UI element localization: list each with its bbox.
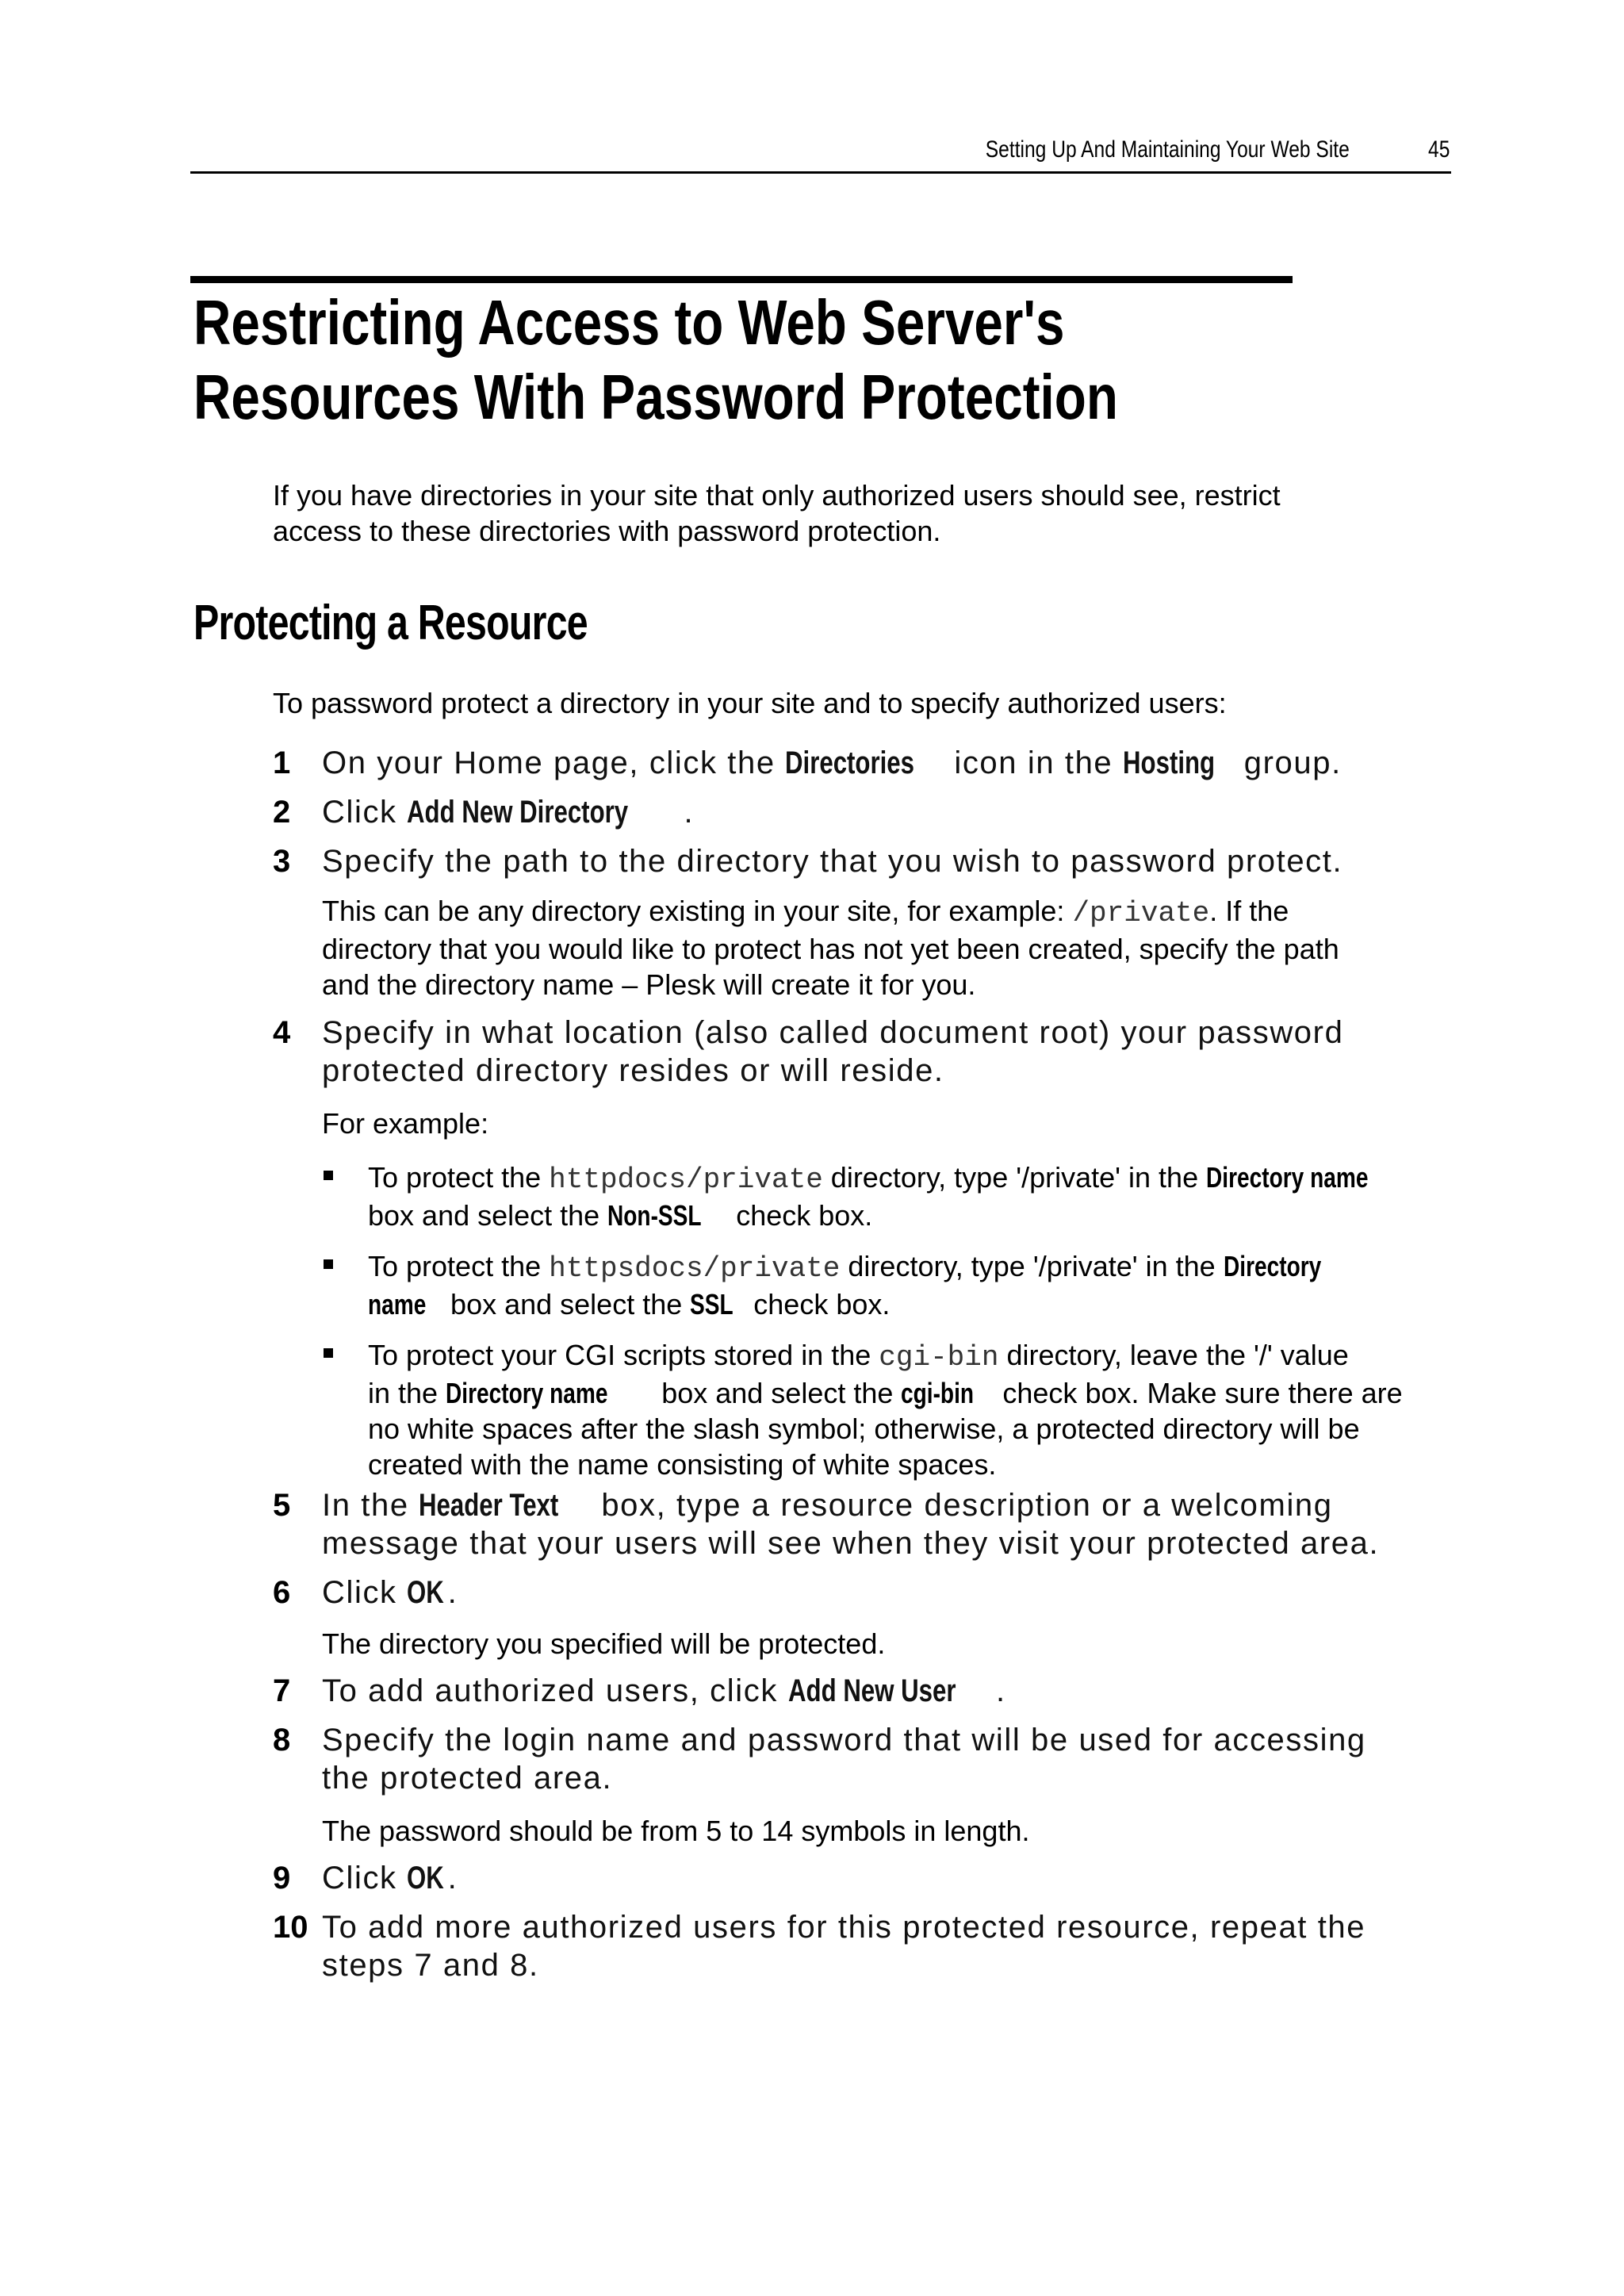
ui-term-non-ssl: Non-SSL [607,1199,702,1232]
step-number: 3 [273,844,291,879]
ui-term-add-new-user: Add New User [787,1673,956,1708]
ui-term-name: name [368,1288,427,1320]
step-text: Specify the login name and password that will be used for accessing the protected area. [322,1723,1366,1796]
section-heading: Protecting a Resource [193,596,588,650]
code-path: /private [1072,897,1210,930]
chapter-title: Restricting Access to Web Server's Resources With Password Protection [193,287,1118,432]
ui-term-hosting: Hosting [1123,746,1216,780]
lead-paragraph: To password protect a directory in your site and to specify authorized users: [273,687,1227,719]
running-header-title: Setting Up And Maintaining Your Web Site [985,136,1350,163]
step-text: To add more authorized users for this protected resource, repeat the steps 7 and 8. [322,1910,1366,1983]
step-number: 2 [273,795,291,830]
step-number: 9 [273,1861,291,1895]
bullet-marker [324,1171,333,1180]
step-text: On your Home page, click the Directories icon in the Hosting group. [322,746,1342,780]
ui-term-header-text: Header Text [419,1488,559,1523]
code-path: httpdocs/private [549,1163,823,1196]
ui-term-directory-name: Directory name [446,1377,608,1409]
step-text: Specify in what location (also called document root) your password protected directory resides or will reside. [322,1015,1344,1088]
ui-term-directories: Directories [785,746,915,780]
ui-term-directory: Directory [1223,1250,1321,1282]
ui-term-cgi-bin: cgi-bin [901,1377,975,1409]
step-3-note: This can be any directory existing in your site, for example: /private. If the directory that you would like to protect has not yet been created, specify the path and the directory name – Plesk will create it for you. [322,895,1339,1001]
step-number: 10 [273,1910,308,1945]
step-number: 7 [273,1673,291,1708]
step-number: 8 [273,1723,291,1757]
bullet-marker [324,1348,333,1358]
step-text: In the Header Text box, type a resource description or a welcoming message that your users will see when they visit your protected area. [322,1488,1380,1561]
ui-term-ok: OK [407,1575,445,1610]
ui-term-ok: OK [407,1861,445,1895]
step-number: 4 [273,1015,291,1050]
title-rule [190,276,1293,283]
step-number: 6 [273,1575,291,1610]
step-text: Specify the path to the directory that you wish to password protect. [322,844,1343,879]
bullet-marker [324,1259,333,1269]
step-6-note: The directory you specified will be protected. [322,1627,886,1660]
step-4-note: For example: [322,1107,489,1140]
ui-term-add-new-directory: Add New Directory [407,795,629,830]
code-path: httpsdocs/private [549,1252,841,1285]
step-8-note: The password should be from 5 to 14 symbols in length. [322,1815,1030,1847]
ui-term-ssl: SSL [690,1288,733,1320]
code-path: cgi-bin [879,1341,999,1374]
step-text: Click OK . [322,1575,458,1610]
step-text: Click OK . [322,1861,458,1895]
page-number: 45 [1427,136,1450,163]
step-number: 1 [273,746,291,780]
step-text: To add authorized users, click Add New User . [322,1673,1006,1708]
step-text: Click Add New Directory . [322,795,695,830]
page-header [190,135,1451,174]
intro-paragraph: If you have directories in your site that only authorized users should see, restrict access to these directories with password protection. [273,479,1281,547]
step-number: 5 [273,1488,291,1523]
ui-term-directory-name: Directory name [1206,1161,1369,1194]
